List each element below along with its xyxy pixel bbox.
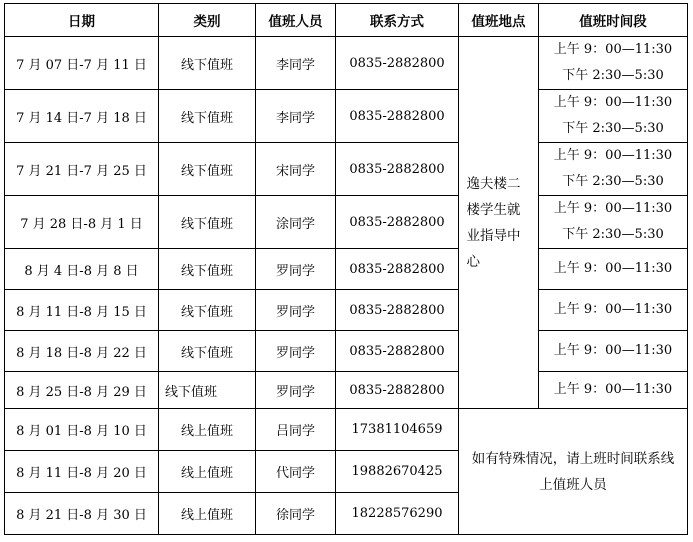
date-cell: 7 月 14 日-7 月 18 日: [5, 90, 159, 143]
time-cell: [539, 331, 688, 372]
person-cell: 代同学: [256, 451, 336, 493]
header-person: 值班人员: [256, 4, 336, 37]
type-cell: 线下值班: [159, 37, 256, 90]
type-cell: 线下值班: [159, 90, 256, 143]
duty-schedule-table: [4, 3, 688, 535]
table-row: [5, 249, 688, 290]
phone-cell: 17381104659: [336, 409, 459, 451]
phone-cell: 0835-2882800: [336, 372, 459, 409]
type-cell: 线下值班: [159, 331, 256, 372]
type-cell: 线下值班: [159, 143, 256, 196]
date-cell: 7 月 28 日-8 月 1 日: [5, 196, 159, 249]
note-cell: [459, 409, 688, 535]
table-row: [5, 409, 688, 451]
type-cell: 线上值班: [159, 451, 256, 493]
header-row: [5, 4, 688, 37]
time-cell: [539, 290, 688, 331]
type-cell: 线下值班: [159, 249, 256, 290]
person-cell: 徐同学: [256, 493, 336, 535]
phone-cell: 0835-2882800: [336, 37, 459, 90]
time-slot: 上午 9：00—11:30: [553, 148, 673, 163]
time-slot: 下午 2:30—5:30: [562, 227, 664, 242]
type-cell: 线上值班: [159, 493, 256, 535]
phone-cell: 18228576290: [336, 493, 459, 535]
table-row: [5, 290, 688, 331]
header-date: 日期: [5, 4, 159, 37]
time-cell: [539, 196, 688, 249]
date-cell: 8 月 11 日-8 月 15 日: [5, 290, 159, 331]
table-row: [5, 196, 688, 249]
person-cell: 涂同学: [256, 196, 336, 249]
type-cell: 线上值班: [159, 409, 256, 451]
time-slot: 上午 9：00—11:30: [553, 201, 673, 216]
table-row: [5, 331, 688, 372]
time-cell: [539, 143, 688, 196]
time-slot: 上午 9：00—11:30: [553, 343, 673, 358]
date-cell: 8 月 4 日-8 月 8 日: [5, 249, 159, 290]
table-row: [5, 90, 688, 143]
type-cell: 线下值班: [159, 196, 256, 249]
time-cell: [539, 372, 688, 409]
note-text: 如有特殊情况，请上班时间联系线上值班人员: [471, 450, 675, 493]
header-type: 类别: [159, 4, 256, 37]
phone-cell: 0835-2882800: [336, 196, 459, 249]
person-cell: 吕同学: [256, 409, 336, 451]
time-cell: [539, 37, 688, 90]
time-cell: [539, 90, 688, 143]
header-time: 值班时间段: [539, 4, 688, 37]
location-cell: [459, 37, 539, 409]
date-cell: 8 月 01 日-8 月 10 日: [5, 409, 159, 451]
date-cell: 8 月 21 日-8 月 30 日: [5, 493, 159, 535]
phone-cell: 19882670425: [336, 451, 459, 493]
date-cell: 8 月 25 日-8 月 29 日: [5, 372, 159, 409]
time-slot: 下午 2:30—5:30: [562, 174, 664, 189]
type-cell: 线下值班: [159, 290, 256, 331]
person-cell: 李同学: [256, 90, 336, 143]
time-slot: 下午 2:30—5:30: [562, 68, 664, 83]
person-cell: 罗同学: [256, 249, 336, 290]
person-cell: 李同学: [256, 37, 336, 90]
time-slot: 上午 9：00—11:30: [553, 261, 673, 276]
person-cell: 宋同学: [256, 143, 336, 196]
phone-cell: 0835-2882800: [336, 143, 459, 196]
time-cell: [539, 249, 688, 290]
person-cell: 罗同学: [256, 331, 336, 372]
phone-cell: 0835-2882800: [336, 90, 459, 143]
date-cell: 7 月 21 日-7 月 25 日: [5, 143, 159, 196]
person-cell: 罗同学: [256, 290, 336, 331]
time-slot: 上午 9：00—11:30: [553, 42, 673, 57]
header-contact: 联系方式: [336, 4, 459, 37]
phone-cell: 0835-2882800: [336, 331, 459, 372]
table-row: [5, 143, 688, 196]
table-row: [5, 372, 688, 409]
table-row: [5, 37, 688, 90]
date-cell: 8 月 18 日-8 月 22 日: [5, 331, 159, 372]
phone-cell: 0835-2882800: [336, 290, 459, 331]
date-cell: 8 月 11 日-8 月 20 日: [5, 451, 159, 493]
header-location: 值班地点: [459, 4, 539, 37]
person-cell: 罗同学: [256, 372, 336, 409]
type-cell: 线下值班: [159, 372, 256, 409]
location-text: 逸夫楼二楼学生就业指导中心: [466, 175, 521, 270]
time-slot: 上午 9：00—11:30: [553, 302, 673, 317]
time-slot: 下午 2:30—5:30: [562, 121, 664, 136]
time-slot: 上午 9：00—11:30: [553, 95, 673, 110]
phone-cell: 0835-2882800: [336, 249, 459, 290]
time-slot: 上午 9：00—11:30: [553, 382, 673, 397]
date-cell: 7 月 07 日-7 月 11 日: [5, 37, 159, 90]
